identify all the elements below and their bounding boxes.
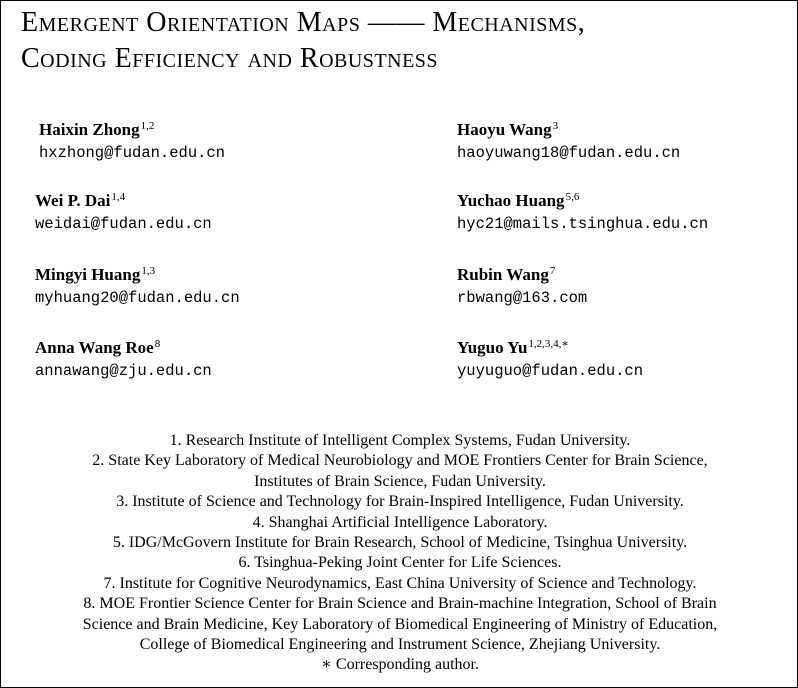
corresponding-author-note: ∗ Corresponding author.: [321, 656, 479, 674]
author-name-text: Yuchao Huang: [457, 191, 565, 210]
author-affiliation-marks: 1,2,3,4,∗: [528, 338, 569, 350]
author-affiliation-marks: 7: [549, 265, 556, 277]
author-block-anna-wang-roe: [35, 334, 212, 380]
author-name-text: Haoyu Wang: [457, 120, 552, 139]
title-line-1: Emergent Orientation Maps —— Mechanisms,: [21, 7, 586, 38]
author-name: [39, 116, 225, 140]
author-affiliation-marks: 3: [552, 120, 559, 132]
author-block-mingyi-huang: [35, 261, 240, 307]
affiliation-line: 6. Tsinghua-Peking Joint Center for Life Sciences.: [238, 554, 562, 572]
author-name-text: Mingyi Huang: [35, 265, 141, 284]
author-affiliation-marks: 1,2: [140, 120, 155, 132]
author-email[interactable]: haoyuwang18@fudan.edu.cn: [457, 144, 681, 162]
author-name-text: Haixin Zhong: [39, 120, 140, 139]
affiliation-line: 8. MOE Frontier Science Center for Brain Science and Brain-machine Integration, School of Brain: [83, 595, 717, 613]
author-name: [457, 116, 680, 140]
author-email[interactable]: rbwang@163.com: [457, 289, 588, 307]
author-name-text: Anna Wang Roe: [35, 338, 154, 357]
author-email[interactable]: hxzhong@fudan.edu.cn: [39, 144, 226, 162]
title-line-2: Coding Efficiency and Robustness: [21, 43, 439, 74]
author-name: [35, 261, 240, 285]
author-name: [35, 187, 212, 211]
author-affiliation-marks: 1,3: [141, 265, 156, 277]
affiliation-line: 7. Institute for Cognitive Neurodynamics, East China University of Science and Technology.: [103, 574, 697, 592]
affiliation-line: Institutes of Brain Science, Fudan University.: [254, 472, 546, 490]
paper-title: [21, 5, 791, 77]
affiliation-line: 2. State Key Laboratory of Medical Neurobiology and MOE Frontiers Center for Brain Science,: [92, 452, 708, 470]
author-email[interactable]: myhuang20@fudan.edu.cn: [35, 289, 240, 307]
affiliation-line: College of Biomedical Engineering and Instrument Science, Zhejiang University.: [139, 636, 661, 654]
author-email[interactable]: hyc21@mails.tsinghua.edu.cn: [457, 215, 709, 233]
author-block-haoyu-wang: [457, 116, 680, 162]
affiliations-list: [11, 431, 789, 676]
author-block-rubin-wang: [457, 261, 587, 307]
author-email[interactable]: weidai@fudan.edu.cn: [35, 215, 212, 233]
affiliation-line: 3. Institute of Science and Technology for Brain-Inspired Intelligence, Fudan University.: [116, 493, 684, 511]
author-email[interactable]: yuyuguo@fudan.edu.cn: [457, 362, 644, 380]
author-name-text: Rubin Wang: [457, 265, 549, 284]
affiliation-line: 4. Shanghai Artificial Intelligence Laboratory.: [252, 513, 548, 531]
author-name-text: Wei P. Dai: [35, 191, 111, 210]
affiliation-line: 1. Research Institute of Intelligent Complex Systems, Fudan University.: [169, 432, 631, 449]
author-name: [35, 334, 212, 358]
author-affiliation-marks: 8: [154, 338, 161, 350]
author-block-haixin-zhong: [39, 116, 225, 162]
author-name: [457, 334, 643, 358]
author-email[interactable]: annawang@zju.edu.cn: [35, 362, 212, 380]
author-block-yuguo-yu: [457, 334, 643, 380]
author-block-yuchao-huang: [457, 187, 708, 233]
author-name: [457, 187, 708, 211]
author-affiliation-marks: 5,6: [565, 191, 580, 203]
affiliation-line: Science and Brain Medicine, Key Laboratory of Biomedical Engineering of Ministry of Education,: [82, 615, 718, 633]
affiliation-line: 5. IDG/McGovern Institute for Brain Research, School of Medicine, Tsinghua University.: [112, 534, 688, 552]
author-name-text: Yuguo Yu: [457, 338, 528, 357]
author-name: [457, 261, 587, 285]
author-affiliation-marks: 1,4: [111, 191, 126, 203]
author-block-wei-p-dai: [35, 187, 212, 233]
